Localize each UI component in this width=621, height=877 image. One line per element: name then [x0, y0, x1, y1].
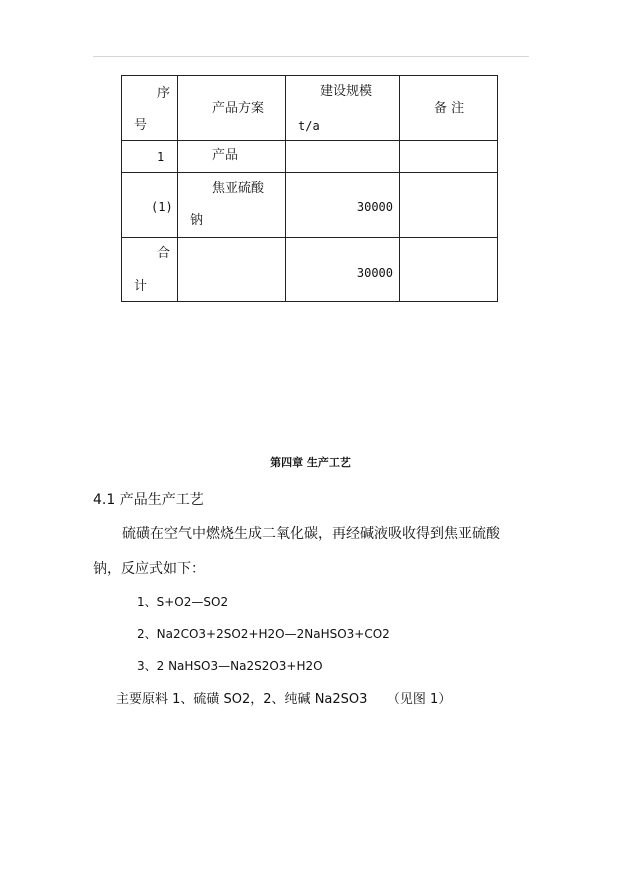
row1-product: 产品: [212, 148, 239, 163]
product-plan-table: [121, 75, 498, 302]
total-label-line2: 计: [134, 279, 148, 294]
table-row: [122, 173, 498, 238]
header-rule: [93, 56, 529, 57]
row1-product-cell: [178, 141, 286, 173]
total-label-line1: 合: [157, 246, 171, 261]
total-scale-cell: [286, 238, 400, 302]
total-remark-cell: [400, 238, 498, 302]
row2-scale: 30000: [356, 200, 393, 214]
equation-2: 2、Na2CO3+2SO2+H2O—2NaHSO3+CO2: [137, 627, 390, 641]
header-product-plan: 产品方案: [212, 101, 265, 116]
total-label-cell: [122, 238, 178, 302]
total-scale: 30000: [356, 266, 393, 280]
paragraph-line1: 硫磺在空气中燃烧生成二氧化碳，再经碱液吸收得到焦亚硫酸: [122, 526, 500, 542]
row2-remark-cell: [400, 173, 498, 238]
row1-scale-cell: [286, 141, 400, 173]
header-scale-line1: 建设规模: [320, 84, 373, 99]
header-seq-line1: 序: [157, 86, 171, 101]
table-total-row: [122, 238, 498, 302]
row2-product-cell: [178, 173, 286, 238]
row2-scale-cell: [286, 173, 400, 238]
section-title: 4.1 产品生产工艺: [93, 492, 204, 508]
paragraph-line2: 钠，反应式如下：: [93, 561, 205, 577]
header-scale-cell: [286, 76, 400, 141]
header-remark-cell: [400, 76, 498, 141]
row1-remark-cell: [400, 141, 498, 173]
header-remark: 备 注: [434, 101, 465, 116]
header-product-cell: [178, 76, 286, 141]
total-product-cell: [178, 238, 286, 302]
row1-seq-cell: [122, 141, 178, 173]
raw-materials-line: 主要原料 1、硫磺 SO2，2、纯碱 Na2SO3 （见图 1）: [116, 692, 452, 707]
row2-seq-cell: [122, 173, 178, 238]
equation-1: 1、S+O2—SO2: [137, 595, 229, 609]
header-seq-cell: [122, 76, 178, 141]
table-header-row: [122, 76, 498, 141]
row2-product-line1: 焦亚硫酸: [212, 181, 265, 196]
row2-product-line2: 钠: [190, 213, 204, 228]
equation-3: 3、2 NaHSO3—Na2S2O3+H2O: [137, 659, 323, 673]
header-scale-unit: t/a: [298, 119, 320, 133]
header-seq-line2: 号: [134, 118, 148, 133]
chapter-title: 第四章 生产工艺: [270, 456, 351, 469]
table-row: [122, 141, 498, 173]
row2-seq: (1): [151, 200, 173, 214]
row1-seq: 1: [157, 150, 165, 164]
